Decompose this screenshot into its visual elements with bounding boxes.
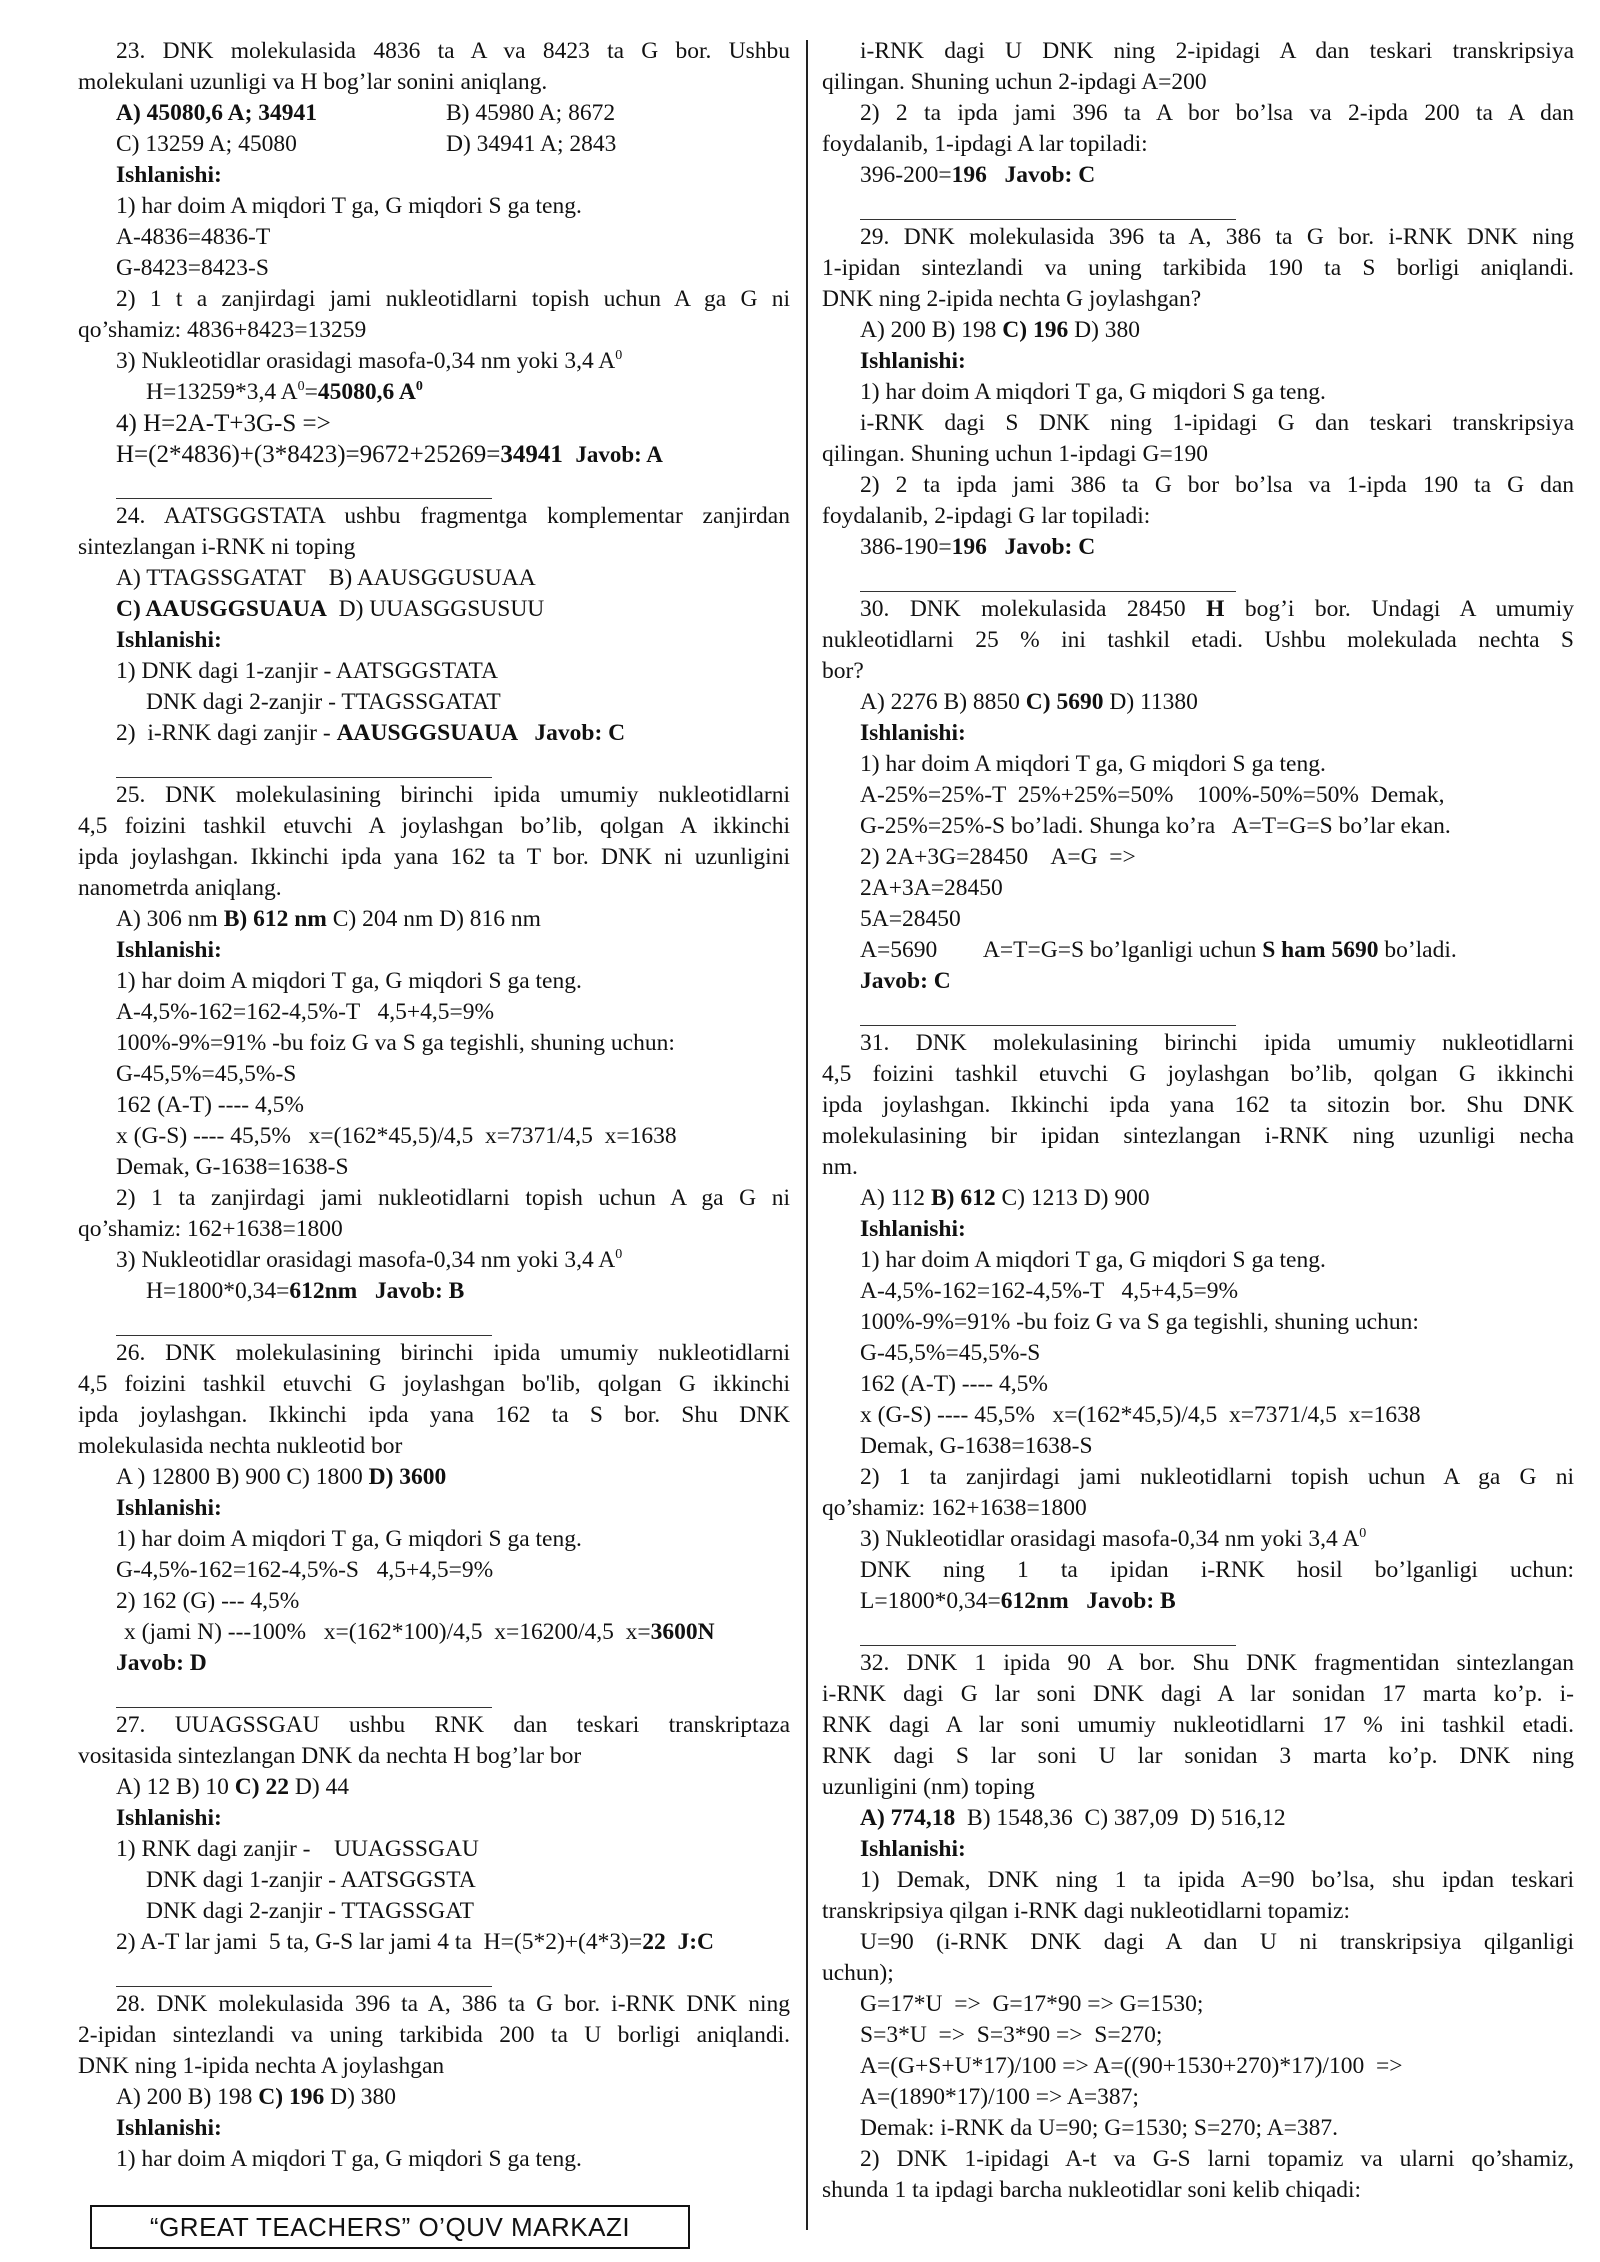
solution-step: 1) har doim A miqdori T ga, G miqdori S ga teng.	[116, 1526, 582, 1552]
question-text: bor?	[822, 658, 864, 684]
separator-line	[860, 1007, 1236, 1026]
option-c: C) 13259 A; 45080	[116, 131, 297, 157]
solution-step: 1) Demak, DNK ning 1 ta ipida A=90 bo’lsa, shu ipdan teskari	[860, 1867, 1574, 1893]
solution-step: shunda 1 ta ipdagi barcha nukleotidlar soni kelib chiqadi:	[822, 2177, 1362, 2203]
separator-line	[116, 480, 492, 499]
problem-27	[78, 1710, 790, 1987]
solution-step: Demak, G-1638=1638-S	[860, 1433, 1093, 1459]
question-text: uzunligini (nm) toping	[822, 1774, 1035, 1800]
options-row: A) 200 B) 198 C) 196 D) 380	[860, 317, 1141, 343]
solution-step: 1) RNK dagi zanjir - UUAGSSGAU	[116, 1836, 479, 1862]
solution-step: DNK ning 1 ta ipidan i-RNK hosil bo’lganligi uchun:	[860, 1557, 1574, 1583]
options-row: A) TTAGSSGATAT B) AAUSGGUSUAA	[116, 565, 536, 591]
problem-23	[78, 36, 790, 499]
question-text: 2-ipidan sintezlandi va uning tarkibida 200 ta U borligi aniqlandi.	[78, 2022, 790, 2048]
solution-step: qo’shamiz: 4836+8423=13259	[78, 317, 367, 343]
solution-step: Demak, G-1638=1638-S	[116, 1154, 349, 1180]
problem-26	[78, 1338, 790, 1708]
separator-line	[116, 759, 492, 778]
problem-30	[822, 594, 1574, 1026]
answer-line: Javob: C	[860, 968, 951, 994]
question-text: 23. DNK molekulasida 4836 ta A va 8423 ta G bor. Ushbu	[116, 38, 790, 64]
solution-heading: Ishlanishi:	[116, 627, 222, 653]
solution-step: 1) har doim A miqdori T ga, G miqdori S ga teng.	[116, 193, 582, 219]
question-text: ipda joylashgan. Ikkinchi ipda yana 162 ta sitozin bor. Shu DNK	[822, 1092, 1574, 1118]
answer-line: H=1800*0,34=612nm Javob: B	[146, 1278, 465, 1304]
options-row: A) 2276 B) 8850 C) 5690 D) 11380	[860, 689, 1198, 715]
solution-step: 3) Nukleotidlar orasidagi masofa-0,34 nm yoki 3,4 $A^0$	[116, 1247, 623, 1273]
options-row: A) 112 B) 612 C) 1213 D) 900	[860, 1185, 1150, 1211]
question-text: RNK dagi A lar soni umumiy nukleotidlarni 17 % ini tashkil etadi.	[822, 1712, 1574, 1738]
solution-heading: Ishlanishi:	[860, 1216, 966, 1242]
solution-step: A-4,5%-162=162-4,5%-T 4,5+4,5=9%	[116, 999, 495, 1025]
solution-step: 2) DNK 1-ipidagi A-t va G-S larni topamiz va ularni qo’shamiz,	[860, 2146, 1574, 2172]
left-column	[78, 36, 790, 2175]
solution-step: 2) 2A+3G=28450 A=G =>	[860, 844, 1136, 870]
solution-heading: Ishlanishi:	[116, 162, 222, 188]
option-c: C) AAUSGGSUAUA	[116, 596, 327, 622]
solution-step: 1) har doim A miqdori T ga, G miqdori S ga teng.	[116, 968, 582, 994]
solution-step: 100%-9%=91% -bu foiz G va S ga tegishli, shuning uchun:	[860, 1309, 1419, 1335]
solution-step: A=(1890*17)/100 => A=387;	[860, 2084, 1139, 2110]
options-row	[78, 594, 790, 625]
problem-31	[822, 1028, 1574, 1646]
solution-step: foydalanib, 2-ipdagi G lar topiladi:	[822, 503, 1151, 529]
answer-line: 2) i-RNK dagi zanjir - AAUSGGSUAUA Javob: C	[116, 720, 626, 746]
options-row: A) 306 nm B) 612 nm C) 204 nm D) 816 nm	[116, 906, 541, 932]
question-text: molekulani uzunligi va H bog’lar sonini aniqlang.	[78, 69, 548, 95]
answer-line: L=1800*0,34=612nm Javob: B	[860, 1588, 1176, 1614]
solution-step: A=5690 A=T=G=S bo’lganligi uchun S ham 5690 bo’ladi.	[860, 937, 1457, 963]
problem-28-continued	[822, 36, 1574, 220]
solution-step: i-RNK dagi S DNK ning 1-ipidagi G dan teskari transkripsiya	[860, 410, 1574, 436]
solution-step: qo’shamiz: 162+1638=1800	[78, 1216, 343, 1242]
question-text: 4,5 foizini tashkil etuvchi G joylashgan bo’lib, qolgan G ikkinchi	[822, 1061, 1574, 1087]
options-row	[78, 98, 790, 129]
solution-step: 162 (A-T) ---- 4,5%	[116, 1092, 304, 1118]
column-divider	[806, 40, 808, 2230]
solution-step: x (jami N) ---100% x=(162*100)/4,5 x=16200/4,5 x=3600N	[124, 1619, 715, 1645]
question-text: i-RNK dagi G lar soni DNK dagi A lar sonidan 17 marta ko’p. i-	[822, 1681, 1574, 1707]
question-text: 28. DNK molekulasida 396 ta A, 386 ta G bor. i-RNK DNK ning	[116, 1991, 790, 2017]
solution-step: DNK dagi 1-zanjir - AATSGGSTA	[146, 1867, 476, 1893]
solution-heading: Ishlanishi:	[116, 2115, 222, 2141]
question-text: molekulasining bir ipidan sintezlangan i-RNK ning uzunligi necha	[822, 1123, 1574, 1149]
answer-line: 386-190=196 Javob: C	[860, 534, 1096, 560]
answer-line: 396-200=196 Javob: C	[860, 162, 1096, 188]
question-text: nukleotidlarni 25 % ini tashkil etadi. Ushbu molekulada nechta S	[822, 627, 1574, 653]
solution-step: DNK dagi 2-zanjir - TTAGSSGAT	[146, 1898, 474, 1924]
solution-step: 2) 162 (G) --- 4,5%	[116, 1588, 300, 1614]
question-text: nm.	[822, 1154, 858, 1180]
answer-line: Javob: D	[116, 1650, 207, 1676]
option-b: B) 45980 A; 8672	[446, 100, 616, 126]
solution-heading: Ishlanishi:	[860, 1836, 966, 1862]
question-text: ipda joylashgan. Ikkinchi ipda yana 162 ta S bor. Shu DNK	[78, 1402, 790, 1428]
solution-step: DNK dagi 2-zanjir - TTAGSSGATAT	[146, 689, 501, 715]
solution-step: 1) har doim A miqdori T ga, G miqdori S ga teng.	[860, 751, 1326, 777]
solution-step: qo’shamiz: 162+1638=1800	[822, 1495, 1087, 1521]
solution-step: G-8423=8423-S	[116, 255, 269, 281]
solution-step: foydalanib, 1-ipdagi A lar topiladi:	[822, 131, 1148, 157]
question-text: 4,5 foizini tashkil etuvchi G joylashgan bo'lib, qolgan G ikkinchi	[78, 1371, 790, 1397]
solution-step: 1) har doim A miqdori T ga, G miqdori S ga teng.	[860, 1247, 1326, 1273]
answer-line: H=(2*4836)+(3*8423)=9672+25269=34941 Javob: A	[116, 441, 663, 468]
answer-line: 2) A-T lar jami 5 ta, G-S lar jami 4 ta H=(5*2)+(4*3)=22 J:C	[116, 1929, 714, 1955]
question-text: 27. UUAGSSGAU ushbu RNK dan teskari transkriptaza	[116, 1712, 790, 1738]
question-text: 4,5 foizini tashkil etuvchi A joylashgan bo’lib, qolgan A ikkinchi	[78, 813, 790, 839]
solution-step: 2) 1 t a zanjirdagi jami nukleotidlarni topish uchun A ga G ni	[116, 286, 790, 312]
option-d: D) UUASGGSUSUU	[338, 596, 545, 622]
solution-step: x (G-S) ---- 45,5% x=(162*45,5)/4,5 x=7371/4,5 x=1638	[116, 1123, 677, 1149]
separator-line	[116, 1317, 492, 1336]
question-text: ipda joylashgan. Ikkinchi ipda yana 162 ta T bor. DNK ni uzunligini	[78, 844, 790, 870]
solution-step: A-25%=25%-T 25%+25%=50% 100%-50%=50% Demak,	[860, 782, 1445, 808]
solution-step: 2A+3A=28450	[860, 875, 1003, 901]
solution-step: 3) Nukleotidlar orasidagi masofa-0,34 nm yoki 3,4 $A^0$	[116, 348, 623, 374]
solution-step: G-45,5%=45,5%-S	[116, 1061, 297, 1087]
solution-heading: Ishlanishi:	[116, 1495, 222, 1521]
question-text: molekulasida nechta nukleotid bor	[78, 1433, 403, 1459]
solution-heading: Ishlanishi:	[860, 720, 966, 746]
solution-step: A-4836=4836-T	[116, 224, 271, 250]
footer-banner: “GREAT TEACHERS” O’QUV MARKAZI	[90, 2205, 690, 2249]
question-text: 26. DNK molekulasining birinchi ipida umumiy nukleotidlarni	[116, 1340, 790, 1366]
problem-28	[78, 1989, 790, 2175]
solution-step: Demak: i-RNK da U=90; G=1530; S=270; A=387.	[860, 2115, 1338, 2141]
solution-step: G-45,5%=45,5%-S	[860, 1340, 1041, 1366]
option-a: A) 45080,6 A; 34941	[116, 100, 318, 126]
solution-step: transkripsiya qilgan i-RNK dagi nukleotidlarni topamiz:	[822, 1898, 1350, 1924]
solution-heading: Ishlanishi:	[860, 348, 966, 374]
solution-step: uchun);	[822, 1960, 894, 1986]
question-text: DNK ning 1-ipida nechta A joylashgan	[78, 2053, 445, 2079]
solution-heading: Ishlanishi:	[116, 937, 222, 963]
solution-step: A-4,5%-162=162-4,5%-T 4,5+4,5=9%	[860, 1278, 1239, 1304]
solution-step: 5A=28450	[860, 906, 961, 932]
problem-24	[78, 501, 790, 778]
solution-step: 162 (A-T) ---- 4,5%	[860, 1371, 1048, 1397]
solution-step: 4) H=2A-T+3G-S =>	[116, 410, 331, 437]
solution-step: qilingan. Shuning uchun 2-ipdagi A=200	[822, 69, 1207, 95]
question-text: nanometrda aniqlang.	[78, 875, 282, 901]
question-text: DNK ning 2-ipida nechta G joylashgan?	[822, 286, 1202, 312]
options-row: A ) 12800 B) 900 C) 1800 D) 3600	[116, 1464, 447, 1490]
solution-step: 3) Nukleotidlar orasidagi masofa-0,34 nm yoki 3,4 $A^0$	[860, 1526, 1367, 1552]
question-text: 31. DNK molekulasining birinchi ipida umumiy nukleotidlarni	[860, 1030, 1574, 1056]
solution-step: 2) 2 ta ipda jami 396 ta A bor bo’lsa va 2-ipda 200 ta A dan	[860, 100, 1574, 126]
solution-step: 1) har doim A miqdori T ga, G miqdori S ga teng.	[116, 2146, 582, 2172]
question-text: 24. AATSGGSTATA ushbu fragmentga komplementar zanjirdan	[116, 503, 790, 529]
problem-25	[78, 780, 790, 1336]
solution-step: 2) 2 ta ipda jami 386 ta G bor bo’lsa va 1-ipda 190 ta G dan	[860, 472, 1574, 498]
solution-step: G-25%=25%-S bo’ladi. Shunga ko’ra A=T=G=S bo’lar ekan.	[860, 813, 1451, 839]
options-row: A) 12 B) 10 C) 22 D) 44	[116, 1774, 350, 1800]
solution-step: qilingan. Shuning uchun 1-ipdagi G=190	[822, 441, 1208, 467]
question-text: 32. DNK 1 ipida 90 A bor. Shu DNK fragmentidan sintezlangan	[860, 1650, 1574, 1676]
solution-step: S=3*U => S=3*90 => S=270;	[860, 2022, 1163, 2048]
right-column	[822, 36, 1574, 2206]
question-text: 29. DNK molekulasida 396 ta A, 386 ta G bor. i-RNK DNK ning	[860, 224, 1574, 250]
solution-step: 2) 1 ta zanjirdagi jami nukleotidlarni topish uchun A ga G ni	[860, 1464, 1574, 1490]
options-row	[78, 129, 790, 160]
separator-line	[860, 201, 1236, 220]
question-text: 1-ipidan sintezlandi va uning tarkibida 190 ta S borligi aniqlandi.	[822, 255, 1574, 281]
separator-line	[116, 1968, 492, 1987]
solution-step: i-RNK dagi U DNK ning 2-ipidagi A dan teskari transkripsiya	[860, 38, 1574, 64]
question-text: sintezlangan i-RNK ni toping	[78, 534, 356, 560]
problem-32	[822, 1648, 1574, 2206]
solution-step: G-4,5%-162=162-4,5%-S 4,5+4,5=9%	[116, 1557, 494, 1583]
question-text: 30. DNK molekulasida 28450 H bog’i bor. Undagi A umumiy	[860, 596, 1574, 622]
question-text: RNK dagi S lar soni U lar sonidan 3 marta ko’p. DNK ning	[822, 1743, 1574, 1769]
solution-step: x (G-S) ---- 45,5% x=(162*45,5)/4,5 x=7371/4,5 x=1638	[860, 1402, 1421, 1428]
options-row: A) 200 B) 198 C) 196 D) 380	[116, 2084, 397, 2110]
question-text: 25. DNK molekulasining birinchi ipida umumiy nukleotidlarni	[116, 782, 790, 808]
separator-line	[860, 573, 1236, 592]
options-row: A) 774,18 B) 1548,36 C) 387,09 D) 516,12	[860, 1805, 1286, 1831]
solution-step: 100%-9%=91% -bu foiz G va S ga tegishli, shuning uchun:	[116, 1030, 675, 1056]
solution-step: A=(G+S+U*17)/100 => A=((90+1530+270)*17)/100 =>	[860, 2053, 1403, 2079]
solution-step: 2) 1 ta zanjirdagi jami nukleotidlarni topish uchun A ga G ni	[116, 1185, 790, 1211]
solution-step: U=90 (i-RNK DNK dagi A dan U ni transkripsiya qilganligi	[860, 1929, 1574, 1955]
solution-heading: Ishlanishi:	[116, 1805, 222, 1831]
solution-step: 1) DNK dagi 1-zanjir - AATSGGSTATA	[116, 658, 498, 684]
separator-line	[116, 1689, 492, 1708]
solution-step: H=13259*3,4 $A^0=45080,6$ $A^0$	[146, 379, 423, 405]
separator-line	[860, 1627, 1236, 1646]
question-text: vositasida sintezlangan DNK da nechta H bog’lar bor	[78, 1743, 582, 1769]
solution-step: G=17*U => G=17*90 => G=1530;	[860, 1991, 1204, 2017]
option-d: D) 34941 A; 2843	[446, 131, 617, 157]
problem-29	[822, 222, 1574, 592]
solution-step: 1) har doim A miqdori T ga, G miqdori S ga teng.	[860, 379, 1326, 405]
